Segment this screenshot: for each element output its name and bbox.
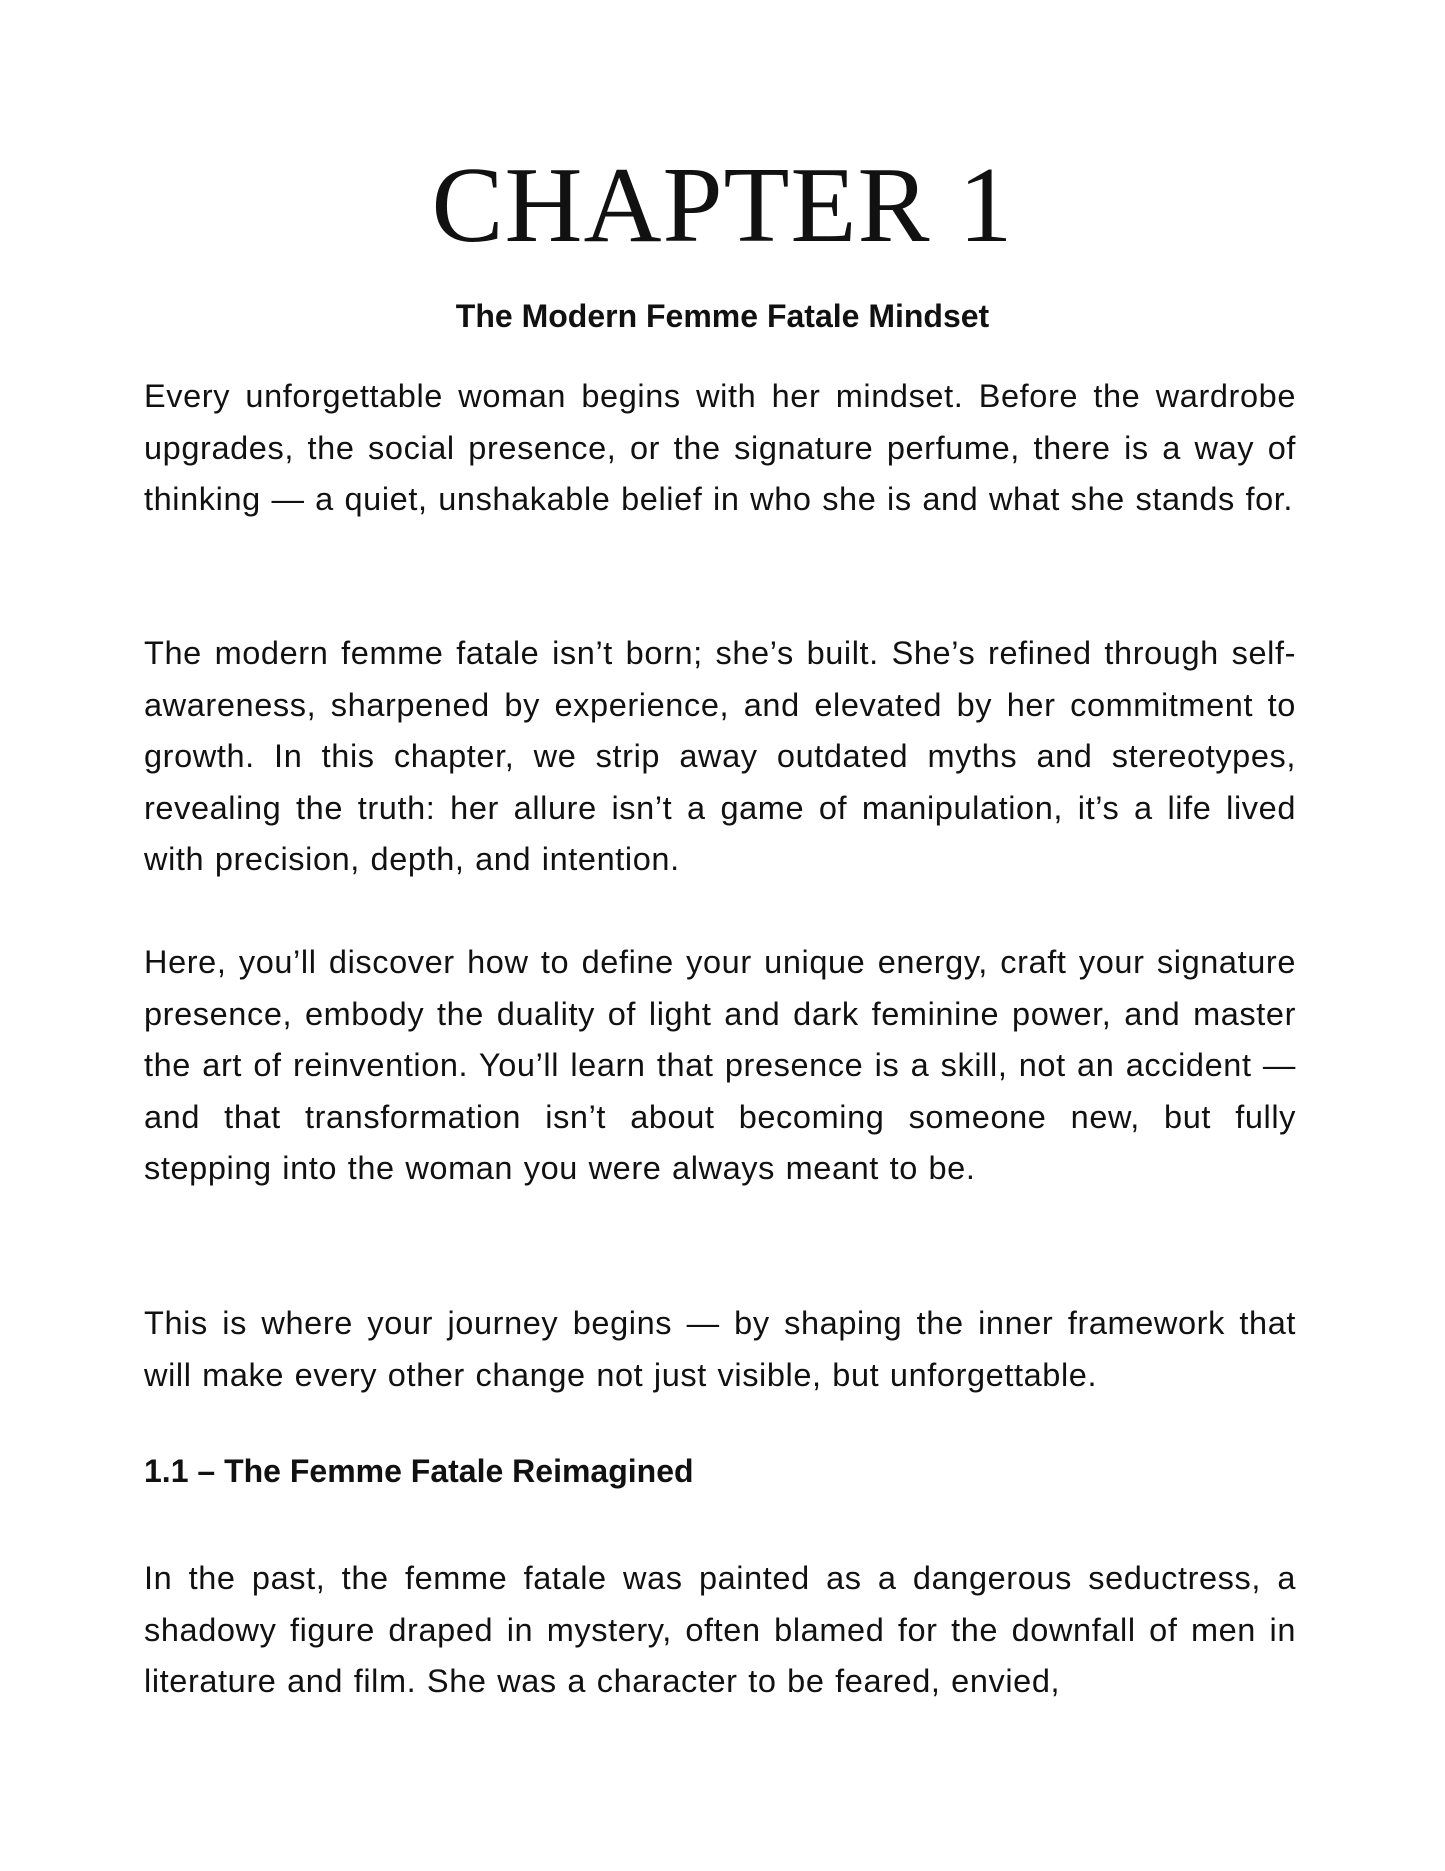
body-paragraph-4: This is where your journey begins — by shaping the inner framework that will make every other change not just visible, but unforgettable. (144, 1305, 1296, 1393)
chapter-title: CHAPTER 1 (431, 146, 1014, 265)
section-paragraph-1: In the past, the femme fatale was painted as a dangerous seductress, a shadowy figure draped in mystery, often blamed for the downfall of men in literature and film. She was a character to be feared, envied, (144, 1560, 1296, 1699)
section-heading: 1.1 – The Femme Fatale Reimagined (144, 1453, 694, 1489)
body-paragraph-1: Every unforgettable woman begins with her mindset. Before the wardrobe upgrades, the social presence, or the signature perfume, there is a way of thinking — a quiet, unshakable belief in who she is and what she stands for. (144, 378, 1296, 517)
body-paragraph-3: Here, you’ll discover how to define your unique energy, craft your signature presence, embody the duality of light and dark feminine power, and master the art of reinvention. You’ll learn that presence is a skill, not an accident — and that transformation isn’t about becoming someone new, but fully stepping into the woman you were always meant to be. (144, 944, 1296, 1186)
body-paragraph-2: The modern femme fatale isn’t born; she’s built. She’s refined through self-awareness, sharpened by experience, and elevated by her commitment to growth. In this chapter, we strip away outdated myths and stereotypes, revealing the truth: her allure isn’t a game of manipulation, it’s a life lived with precision, depth, and intention. (144, 635, 1296, 877)
chapter-subtitle: The Modern Femme Fatale Mindset (455, 298, 990, 334)
